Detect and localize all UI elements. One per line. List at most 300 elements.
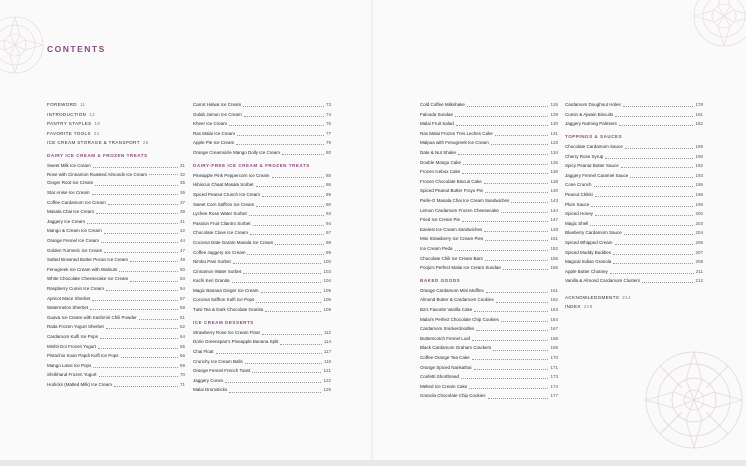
- recipe-title: Spiced Honey: [565, 211, 594, 217]
- toc-entry[interactable]: [193, 366, 331, 376]
- toc-entry[interactable]: [565, 171, 703, 181]
- front-matter-list: [47, 100, 185, 148]
- front-matter-item[interactable]: [47, 100, 185, 110]
- recipe-title: Coffee Jaggery Ice Cream: [193, 249, 246, 255]
- front-matter-item[interactable]: [47, 110, 185, 120]
- recipe-title: Pistachio Soan Papdi Kulfi Ice Pops: [47, 353, 119, 359]
- toc-entry[interactable]: [565, 190, 703, 200]
- dot-leader: [619, 125, 694, 126]
- recipe-title: Ice Cream Peda: [420, 245, 453, 251]
- recipe-title: Cone Crunch: [565, 182, 592, 188]
- page-number: 76: [325, 121, 331, 127]
- page-number: 117: [323, 349, 331, 355]
- mandala-ornament-top-right: [674, 0, 746, 58]
- page-number: 131: [550, 130, 558, 136]
- recipe-title: Coconut Date Garam Masala Ice Cream: [193, 239, 274, 245]
- dot-leader: [469, 388, 548, 389]
- dot-leader: [462, 221, 548, 222]
- toc-entry[interactable]: [420, 305, 558, 315]
- page-number: 65: [179, 343, 185, 349]
- toc-entry[interactable]: [420, 186, 558, 196]
- page-number: 61: [179, 314, 185, 320]
- dot-leader: [130, 261, 178, 262]
- dot-leader: [642, 282, 694, 283]
- dot-leader: [615, 116, 693, 117]
- page-number: 69: [179, 362, 185, 368]
- back-matter-item[interactable]: [565, 302, 703, 312]
- dot-leader: [233, 263, 322, 264]
- toc-entry[interactable]: [47, 342, 185, 352]
- toc-entry[interactable]: [420, 286, 558, 296]
- page-number: 94: [325, 220, 331, 226]
- toc-entry[interactable]: [420, 295, 558, 305]
- toc-entry[interactable]: [565, 152, 703, 162]
- toc-entry[interactable]: [193, 385, 331, 395]
- dot-leader: [485, 192, 548, 193]
- page-number: 104: [323, 278, 331, 284]
- toc-entry[interactable]: [193, 337, 331, 347]
- page-number: 71: [179, 381, 185, 387]
- recipe-title: Spiced Peanut Crunch Ice Cream: [193, 191, 261, 197]
- toc-entry[interactable]: [420, 148, 558, 158]
- page-number: 136: [550, 169, 558, 175]
- page-number: 170: [550, 355, 558, 361]
- toc-entry[interactable]: [47, 294, 185, 304]
- recipe-title: Orange Spiced Nankathai: [420, 364, 472, 370]
- dot-leader: [245, 363, 322, 364]
- toc-entry[interactable]: [420, 254, 558, 264]
- toc-entry[interactable]: [565, 267, 703, 277]
- toc-entry[interactable]: [47, 313, 185, 323]
- toc-entry[interactable]: [47, 303, 185, 313]
- toc-entry[interactable]: [47, 226, 185, 236]
- dot-leader: [595, 215, 693, 216]
- page-number: 97: [325, 230, 331, 236]
- toc-entry[interactable]: [420, 363, 558, 373]
- recipe-title: Jaggery Fennel Caramel Sauce: [565, 172, 629, 178]
- recipe-title: Cardamom Snickerdoodles: [420, 326, 475, 332]
- dot-leader: [99, 376, 178, 377]
- section-heading: ICE CREAM DESSERTS: [193, 319, 254, 325]
- recipe-title: Cinnamon Water Sorbet: [193, 268, 242, 274]
- toc-entry[interactable]: [47, 265, 185, 275]
- page-number: 181: [695, 111, 703, 117]
- page-number: 77: [325, 130, 331, 136]
- recipe-title: Black Cardamom Graham Crackers: [420, 345, 492, 351]
- right-page: [374, 0, 746, 466]
- dot-leader: [624, 234, 694, 235]
- dot-leader: [610, 273, 694, 274]
- recipe-title: Double Mango Cake: [420, 159, 462, 165]
- toc-entry[interactable]: [193, 228, 331, 238]
- page-number: 125: [323, 387, 331, 393]
- dot-leader: [472, 340, 548, 341]
- front-matter-label: PANTRY STAPLES: [47, 121, 92, 127]
- toc-entry[interactable]: [193, 219, 331, 229]
- page-number: 73: [325, 102, 331, 107]
- page-number: 89: [325, 191, 331, 197]
- toc-entry[interactable]: [420, 110, 558, 120]
- page-number: 182: [695, 121, 703, 127]
- recipe-title: Orange Cardamom Mini Muffins: [420, 287, 484, 293]
- toc-entry[interactable]: [565, 100, 703, 110]
- dot-leader: [229, 392, 321, 393]
- page-number: 143: [550, 197, 558, 203]
- dot-leader: [461, 378, 548, 379]
- dot-leader: [243, 106, 324, 107]
- dot-leader: [229, 125, 324, 126]
- recipe-title: Vanilla & Almond Cardamom Clusters: [565, 278, 640, 284]
- dot-leader: [237, 135, 324, 136]
- page-number: 42: [179, 228, 185, 234]
- dot-leader: [484, 231, 548, 232]
- toc-column-3: [420, 100, 558, 401]
- recipe-title: Star Anise Ice Cream: [47, 190, 90, 196]
- toc-entry[interactable]: [47, 380, 185, 390]
- dot-leader: [104, 252, 178, 253]
- toc-entry[interactable]: [565, 180, 703, 190]
- page-number: 50: [179, 266, 185, 272]
- section-heading: BAKED GOODS: [420, 277, 461, 283]
- page-number: 32: [179, 171, 185, 177]
- recipe-title: Spiced Whipped Cream: [565, 239, 613, 245]
- back-matter-list: [565, 293, 703, 312]
- recipe-title: Lemon Cardamom Frozen Cheesecake: [420, 207, 499, 213]
- toc-entry[interactable]: [565, 209, 703, 219]
- toc-entry[interactable]: [193, 200, 331, 210]
- toc-entry[interactable]: [420, 382, 558, 392]
- recipe-title: Raita Frozen Yogurt Sherbet: [47, 324, 104, 330]
- recipe-title: Gulab Jamun Ice Cream: [193, 111, 242, 117]
- page-number: 133: [550, 140, 558, 146]
- page-number: 147: [550, 217, 558, 223]
- page-number: 190: [695, 153, 703, 159]
- recipe-title: Parle-G Masala Chai Ice Cream Sandwiches: [420, 197, 510, 203]
- toc-entry[interactable]: [193, 376, 331, 386]
- dot-leader: [474, 311, 548, 312]
- page-number: 79: [325, 140, 331, 146]
- toc-entry[interactable]: [47, 274, 185, 284]
- recipe-title: Magic Shell: [565, 220, 589, 226]
- toc-entry[interactable]: [47, 188, 185, 198]
- toc-entry[interactable]: [420, 225, 558, 235]
- recipe-title: Crunchy Ice Cream Balls: [193, 358, 243, 364]
- toc-entry[interactable]: [193, 248, 331, 258]
- toc-entry[interactable]: [193, 190, 331, 200]
- dot-leader: [98, 348, 178, 349]
- recipe-title: Dorie Greenspan's Pineapple Banana Split: [193, 339, 279, 345]
- toc-entry[interactable]: [193, 357, 331, 367]
- toc-entry[interactable]: [193, 276, 331, 286]
- toc-entry[interactable]: [420, 215, 558, 225]
- recipe-title: Magic Banana Ginger Ice Cream: [193, 287, 259, 293]
- recipe-title: Apple Pie Ice Cream: [193, 140, 235, 146]
- toc-entry[interactable]: [420, 138, 558, 148]
- recipe-title: Spiced Muddy Buddies: [565, 249, 612, 255]
- recipe-title: Raspberry Cumin Ice Cream: [47, 286, 105, 291]
- dot-leader: [100, 338, 178, 339]
- page-number: 178: [695, 102, 703, 107]
- toc-entry[interactable]: [420, 119, 558, 129]
- recipe-title: Rose with Cinnamon Roasted Almonds Ice Cream: [47, 171, 148, 177]
- front-matter-label: FAVORITE TOOLS: [47, 130, 91, 136]
- recipe-title: Sweet Milk Ice Cream: [47, 163, 91, 169]
- toc-entry[interactable]: [47, 161, 185, 171]
- page-number: 151: [550, 236, 558, 242]
- recipe-title: Jaggery Ice Cream: [47, 218, 86, 224]
- page-number: 204: [695, 230, 703, 236]
- recipe-title: Malai's Perfect Chocolate Chip Cookies: [420, 316, 499, 322]
- toc-entry[interactable]: [193, 295, 331, 305]
- recipe-title: Strawberry Rose Ice Cream Float: [193, 329, 260, 335]
- front-matter-item[interactable]: [47, 119, 185, 129]
- recipe-title: Orange Creamsicle Mango Dolly Ice Cream: [193, 149, 281, 155]
- page-number: 168: [550, 335, 558, 341]
- page-number: 105: [323, 287, 331, 293]
- dot-leader: [613, 254, 693, 255]
- toc-entry[interactable]: [47, 178, 185, 188]
- recipe-title: Coffee Cardamom Ice Cream: [47, 199, 106, 205]
- page-number: 93: [325, 211, 331, 217]
- toc-entry[interactable]: [565, 161, 703, 171]
- toc-entry[interactable]: [420, 129, 558, 139]
- dot-leader: [625, 148, 694, 149]
- page-number: 38: [179, 209, 185, 215]
- recipe-title: Golden Turmeric Ice Cream: [47, 247, 103, 253]
- toc-entry[interactable]: [193, 129, 331, 139]
- toc-entry[interactable]: [193, 110, 331, 120]
- toc-entry[interactable]: [47, 198, 185, 208]
- toc-entry[interactable]: [193, 180, 331, 190]
- page-number: 189: [695, 143, 703, 149]
- dot-leader: [485, 240, 548, 241]
- toc-entry[interactable]: [420, 315, 558, 325]
- toc-entry[interactable]: [420, 158, 558, 168]
- toc-entry[interactable]: [47, 236, 185, 246]
- page-number: 200: [695, 211, 703, 217]
- recipe-title: Magical Indian Granola: [565, 259, 612, 265]
- dot-leader: [591, 206, 693, 207]
- back-matter-label: ACKNOWLEDGMENTS: [565, 294, 620, 300]
- page-number: 41: [179, 218, 185, 224]
- toc-column-2: [193, 100, 331, 395]
- dot-leader: [265, 311, 321, 312]
- toc-entry[interactable]: [420, 353, 558, 363]
- page-number: 103: [323, 268, 331, 274]
- recipe-title: Cardamom Kulfi Ice Pops: [47, 333, 99, 339]
- page-number: 193: [695, 172, 703, 178]
- toc-entry[interactable]: [565, 142, 703, 152]
- dot-leader: [236, 144, 324, 145]
- toc-entry[interactable]: [47, 322, 185, 332]
- toc-entry[interactable]: [193, 148, 331, 158]
- recipe-title: Guava Ice Cream with Kashmiri Chili Powder: [47, 314, 137, 320]
- toc-entry[interactable]: [420, 234, 558, 244]
- toc-entry[interactable]: [193, 100, 331, 110]
- page-number: 174: [550, 383, 558, 389]
- page-number: 47: [179, 247, 185, 253]
- toc-entry[interactable]: [193, 267, 331, 277]
- dot-leader: [630, 177, 693, 178]
- dot-leader: [462, 173, 548, 174]
- toc-entry[interactable]: [420, 206, 558, 216]
- recipe-title: Cherry Rose Syrup: [565, 153, 604, 159]
- page-number: 135: [550, 159, 558, 165]
- page-number: 206: [695, 239, 703, 245]
- dot-leader: [225, 382, 321, 383]
- toc-entry[interactable]: [47, 171, 185, 179]
- toc-entry[interactable]: [47, 284, 185, 294]
- dot-leader: [458, 154, 548, 155]
- recipe-title: Ras Malai Frozen Tres Leches Cake: [420, 130, 493, 136]
- recipe-title: Salted Browned Butter Pecan Ice Cream: [47, 257, 129, 263]
- toc-entry[interactable]: [565, 228, 703, 238]
- recipe-title: Plum Sauce: [565, 201, 590, 207]
- toc-entry[interactable]: [193, 238, 331, 248]
- toc-entry[interactable]: [420, 372, 558, 382]
- page-number: 163: [550, 307, 558, 313]
- toc-entry[interactable]: [420, 334, 558, 344]
- recipe-title: Kheer Ice Cream: [193, 121, 228, 127]
- dot-leader: [476, 330, 548, 331]
- toc-entry[interactable]: [420, 343, 558, 353]
- toc-entry[interactable]: [420, 177, 558, 187]
- dot-leader: [95, 185, 178, 186]
- dot-leader: [250, 234, 324, 235]
- page-number: 114: [323, 339, 331, 345]
- page-number: 44: [179, 238, 185, 244]
- toc-entry[interactable]: [565, 219, 703, 229]
- toc-entry[interactable]: [420, 100, 558, 110]
- dot-leader: [488, 398, 549, 399]
- dot-leader: [455, 250, 549, 251]
- page-number: 53: [179, 276, 185, 282]
- toc-entry[interactable]: [193, 209, 331, 219]
- dot-leader: [90, 309, 178, 310]
- toc-entry[interactable]: [193, 328, 331, 338]
- back-matter-item[interactable]: [565, 293, 703, 303]
- dot-leader: [594, 186, 694, 187]
- dot-leader: [621, 167, 694, 168]
- toc-entry[interactable]: [565, 276, 703, 286]
- toc-entry[interactable]: [420, 391, 558, 401]
- page-number: 54: [179, 286, 185, 291]
- page-number: 58: [179, 305, 185, 311]
- toc-entry[interactable]: [193, 138, 331, 148]
- toc-entry[interactable]: [193, 286, 331, 296]
- front-matter-item[interactable]: [47, 138, 185, 148]
- toc-entry[interactable]: [565, 248, 703, 258]
- dot-leader: [491, 144, 549, 145]
- toc-entry[interactable]: [420, 196, 558, 206]
- page-number: 144: [550, 207, 558, 213]
- toc-entry[interactable]: [47, 332, 185, 342]
- page-number: 112: [323, 329, 331, 335]
- page-number: 138: [550, 178, 558, 184]
- recipe-title: Blueberry Cardamom Sauce: [565, 230, 622, 236]
- front-matter-page: 18: [94, 121, 101, 127]
- dot-leader: [613, 263, 693, 264]
- toc-entry[interactable]: [565, 238, 703, 248]
- dot-leader: [92, 300, 178, 301]
- recipe-title: Fried Ice Cream Pie: [420, 217, 461, 223]
- toc-entry[interactable]: [47, 255, 185, 265]
- toc-entry[interactable]: [420, 263, 558, 273]
- recipe-title: Falooda Sundae: [420, 111, 454, 117]
- toc-entry[interactable]: [47, 370, 185, 380]
- toc-entry[interactable]: [47, 246, 185, 256]
- dot-leader: [605, 158, 693, 159]
- page-number: 35: [179, 180, 185, 186]
- toc-entry[interactable]: [193, 119, 331, 129]
- dot-leader: [139, 319, 178, 320]
- recipe-title: Pineapple Pink Peppercorn Ice Cream: [193, 172, 270, 178]
- front-matter-page: 12: [89, 111, 96, 117]
- dot-leader: [262, 334, 322, 335]
- toc-column-1: [47, 100, 185, 390]
- page-number: 177: [550, 393, 558, 399]
- recipe-title: Cumin & Ajwain Biscuits: [565, 111, 614, 117]
- page-number: 130: [550, 121, 558, 127]
- toc-entry[interactable]: [193, 347, 331, 357]
- back-matter-label: INDEX: [565, 304, 581, 310]
- front-matter-label: FOREWORD: [47, 102, 77, 107]
- toc-entry[interactable]: [47, 207, 185, 217]
- recipe-title: Almond Butter & Cardamom Cookies: [420, 297, 494, 303]
- recipe-title: Malai Fruit Salad: [420, 121, 454, 127]
- toc-entry[interactable]: [193, 171, 331, 181]
- dot-leader: [501, 321, 549, 322]
- toc-entry[interactable]: [420, 244, 558, 254]
- recipe-title: Mishti Doi Frozen Yogurt: [47, 343, 97, 349]
- toc-entry[interactable]: [565, 110, 703, 120]
- page-number: 167: [550, 326, 558, 332]
- toc-entry[interactable]: [420, 167, 558, 177]
- toc-entry[interactable]: [193, 257, 331, 267]
- recipe-title: Watermelon Sherbet: [47, 305, 89, 311]
- recipe-title: Passion Fruit Cilantro Sorbet: [193, 220, 251, 226]
- toc-entry[interactable]: [565, 200, 703, 210]
- page-number: 169: [550, 345, 558, 351]
- toc-entry[interactable]: [565, 257, 703, 267]
- toc-entry[interactable]: [47, 351, 185, 361]
- front-matter-item[interactable]: [47, 129, 185, 139]
- left-page: [0, 0, 372, 466]
- recipe-title: Mango Lassi Ice Pops: [47, 362, 92, 368]
- page-bottom-edge: [0, 460, 746, 466]
- page-number: 100: [323, 259, 331, 265]
- dot-leader: [615, 244, 694, 245]
- page-number: 36: [179, 190, 185, 196]
- page-number: 106: [323, 297, 331, 303]
- dot-leader: [467, 106, 549, 107]
- toc-entry[interactable]: [47, 217, 185, 227]
- recipe-title: Chai Float: [193, 349, 214, 355]
- recipe-title: Jaggery Nutmeg Palmiers: [565, 121, 617, 127]
- recipe-title: Date & Nut Shake: [420, 149, 457, 155]
- recipe-title: Nimbu Pani Sorbet: [193, 259, 231, 265]
- recipe-title: Pooja's Perfect Malai Ice Cream Sundae: [420, 265, 501, 271]
- toc-entry[interactable]: [565, 119, 703, 129]
- toc-entry[interactable]: [420, 324, 558, 334]
- page-title: CONTENTS: [47, 44, 106, 54]
- toc-entry[interactable]: [47, 361, 185, 371]
- back-matter-page: 218: [583, 304, 593, 310]
- page-number: 121: [323, 368, 331, 374]
- page-number: 192: [695, 163, 703, 169]
- toc-entry[interactable]: [193, 305, 331, 315]
- dot-leader: [108, 204, 178, 205]
